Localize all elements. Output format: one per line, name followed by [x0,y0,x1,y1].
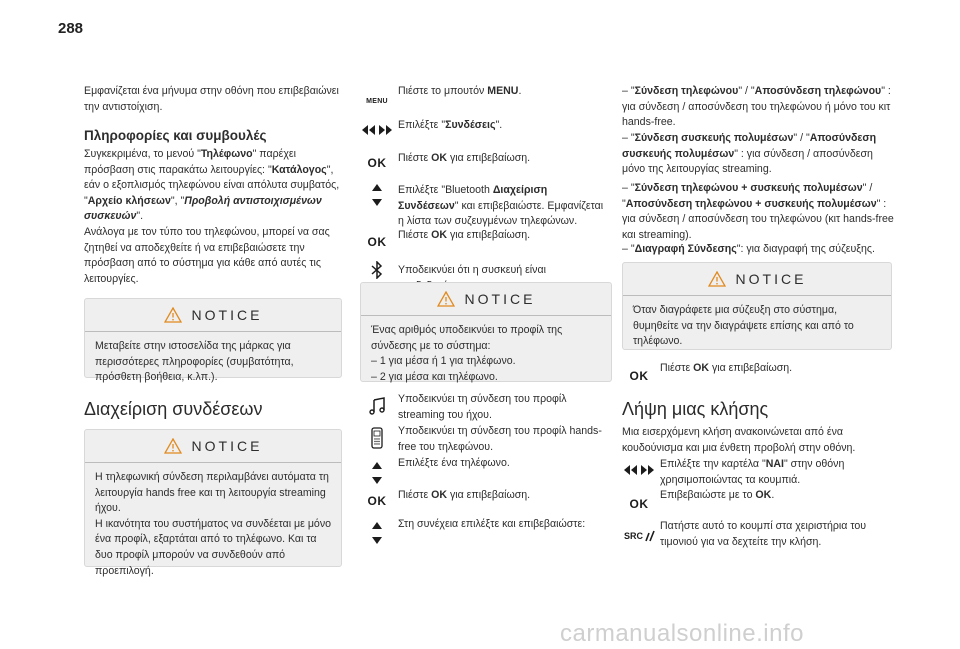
ok-button-icon: OK [367,235,387,249]
intro-text: Εμφανίζεται ένα μήνυμα στην οθόνη που επιβεβαιώνει την αντιστοίχιση. [84,85,339,113]
notice-box-delete-pairing [622,262,892,350]
notice-box-connection-profiles [84,429,342,577]
watermark: carmanualsonline.info [560,620,804,647]
receive-call-intro: Μια εισερχόμενη κλήση ανακοινώνεται από ένα κουδούνισμα και μια ένθετη προβολή στην οθόνη. [622,426,856,454]
notice-box-profile-number [360,282,612,382]
notice-text: Ένας αριθμός υποδεικνύει το προφίλ της σύνδεσης με το σύστημα: [371,324,563,352]
step-select-connections: Επιλέξτε "Συνδέσεις". [398,119,503,131]
warning-triangle-icon [164,307,182,323]
left-right-arrows-icon [622,462,656,478]
call-step-select-yes: Επιλέξτε την καρτέλα "ΝΑΙ" στην οθόνη χρησιμοποιώντας τα κουμπιά. [660,458,845,486]
notice-box-website [84,298,342,384]
manage-connections-heading: Διαχείριση συνδέσεων [84,399,263,419]
bluetooth-icon [360,259,394,281]
ok-button-icon: OK [367,156,387,170]
step-press-menu: Πιέστε το μπουτόν MENU. [398,85,522,97]
notice-list-item: – 2 για μέσα και τηλέφωνο. [371,370,498,383]
up-down-arrows-icon [360,461,394,485]
up-down-arrows-icon [360,183,394,207]
notice-text: Όταν διαγράφετε μια σύζευξη στο σύστημα, θυμηθείτε να την διαγράψετε επίσης και από το τηλέφωνο. [633,304,854,348]
step-device-connected: Υποδεικνύει ότι η συσκευή είναι [398,264,546,276]
step-handsfree-profile: Υποδεικνύει τη σύνδεση του προφίλ hands-free του τηλεφώνου. [398,425,602,453]
ok-button-icon: OK [629,369,649,383]
step-select-confirm: Στη συνέχεια επιλέξτε και επιβεβαιώστε: [398,518,586,530]
receive-call-heading: Λήψη μιας κλήσης [622,399,769,419]
page-number: 288 [58,20,84,37]
warning-triangle-icon [437,291,455,307]
warning-triangle-icon [164,438,182,454]
option-media-connect: – "Σύνδεση συσκευής πολυμέσων" / "Αποσύνδεση συσκευής πολυμέσων" : για σύνδεση / αποσύνδεση μόνο της λειτουργίας streaming. [622,132,877,176]
music-note-icon [360,396,394,416]
src-steering-button-icon: SRC [620,527,660,545]
step-press-ok-3: Πιέστε OK για επιβεβαίωση. [398,489,531,501]
info-paragraph-1: Συγκεκριμένα, το μενού "Τηλέφωνο" παρέχει πρόσβαση στις παρακάτω λειτουργίες: "Κατάλογος", εάν ο εξοπλισμός τηλεφώνου είναι απόλυτα συμβατός, "Αρχείο κλήσεων", "Προβολή αντιστοιχισμένων συσκευών". [84,148,340,223]
notice-list-item: – 1 για μέσα ή 1 για τηλέφωνο. [371,355,516,368]
notice-text: Η ικανότητα του συστήματος να συνδέεται με μόνο ένα προφίλ, εξαρτάται από το τηλέφωνο. Και τα δυο προφίλ μπορούν να συνδεθούν από προεπιλογή. [95,517,332,577]
option-delete-connection: – "Διαγραφή Σύνδεσης": για διαγραφή της σύζευξης. [622,243,875,255]
notice-label: NOTICE [191,438,263,454]
ok-button-icon: OK [367,494,387,508]
up-down-arrows-icon [360,521,394,545]
step-select-phone: Επιλέξτε ένα τηλέφωνο. [398,457,510,469]
option-phone-media-connect: – "Σύνδεση τηλεφώνου + συσκευής πολυμέσων" / "Αποσύνδεση τηλεφώνου + συσκευής πολυμέσων" : για σύνδεση / αποσύνδεση του τηλεφώνου (κιτ hands-free και streaming). [622,182,894,241]
call-step-confirm-ok: Επιβεβαιώστε με το OK. [660,489,775,501]
step-bluetooth-manage: Επιλέξτε "Bluetooth Διαχείριση Συνδέσεων" και επιβεβαιώστε. Εμφανίζεται η λίστα των συζευγμένων τηλεφώνων. [398,184,604,228]
menu-button-icon: MENU [366,97,388,105]
ok-button-icon: OK [629,497,649,511]
left-right-arrows-icon [360,122,394,138]
notice-label: NOTICE [464,291,536,307]
info-heading: Πληροφορίες και συμβουλές [84,128,267,143]
option-phone-connect: – "Σύνδεση τηλεφώνου" / "Αποσύνδεση τηλεφώνου" : για σύνδεση / αποσύνδεση του τηλεφώνου ή μόνο του κιτ hands-free. [622,85,891,129]
step-press-ok: Πιέστε OK για επιβεβαίωση. [398,152,531,164]
step-press-ok-2: Πιέστε OK για επιβεβαίωση. [398,229,531,241]
notice-text: Μεταβείτε στην ιστοσελίδα της μάρκας για περισσότερες πληροφορίες (συμβατότητα, πρόσθετη βοήθεια, κ.λπ.). [95,340,294,384]
call-step-steering-button: Πατήστε αυτό το κουμπί στα χειριστήρια του τιμονιού για να δεχτείτε την κλήση. [660,520,867,548]
phone-handset-icon [360,425,394,451]
notice-label: NOTICE [191,307,263,323]
info-paragraph-2: Ανάλογα με τον τύπο του τηλεφώνου, μπορεί να σας ζητηθεί να αποδεχθείτε ή να επιβεβαιώσετε την πρόσβαση από το σύστημα για κάθε από αυτές τις λειτουργίες. [84,226,330,285]
notice-label: NOTICE [735,271,807,287]
warning-triangle-icon [708,271,726,287]
notice-text: Η τηλεφωνική σύνδεση περιλαμβάνει αυτόματα τη λειτουργία hands free και τη λειτουργία streaming ήχου. [95,471,329,515]
step-streaming-profile: Υποδεικνύει τη σύνδεση του προφίλ streaming του ήχου. [398,393,567,421]
step-press-ok-4: Πιέστε OK για επιβεβαίωση. [660,362,793,374]
